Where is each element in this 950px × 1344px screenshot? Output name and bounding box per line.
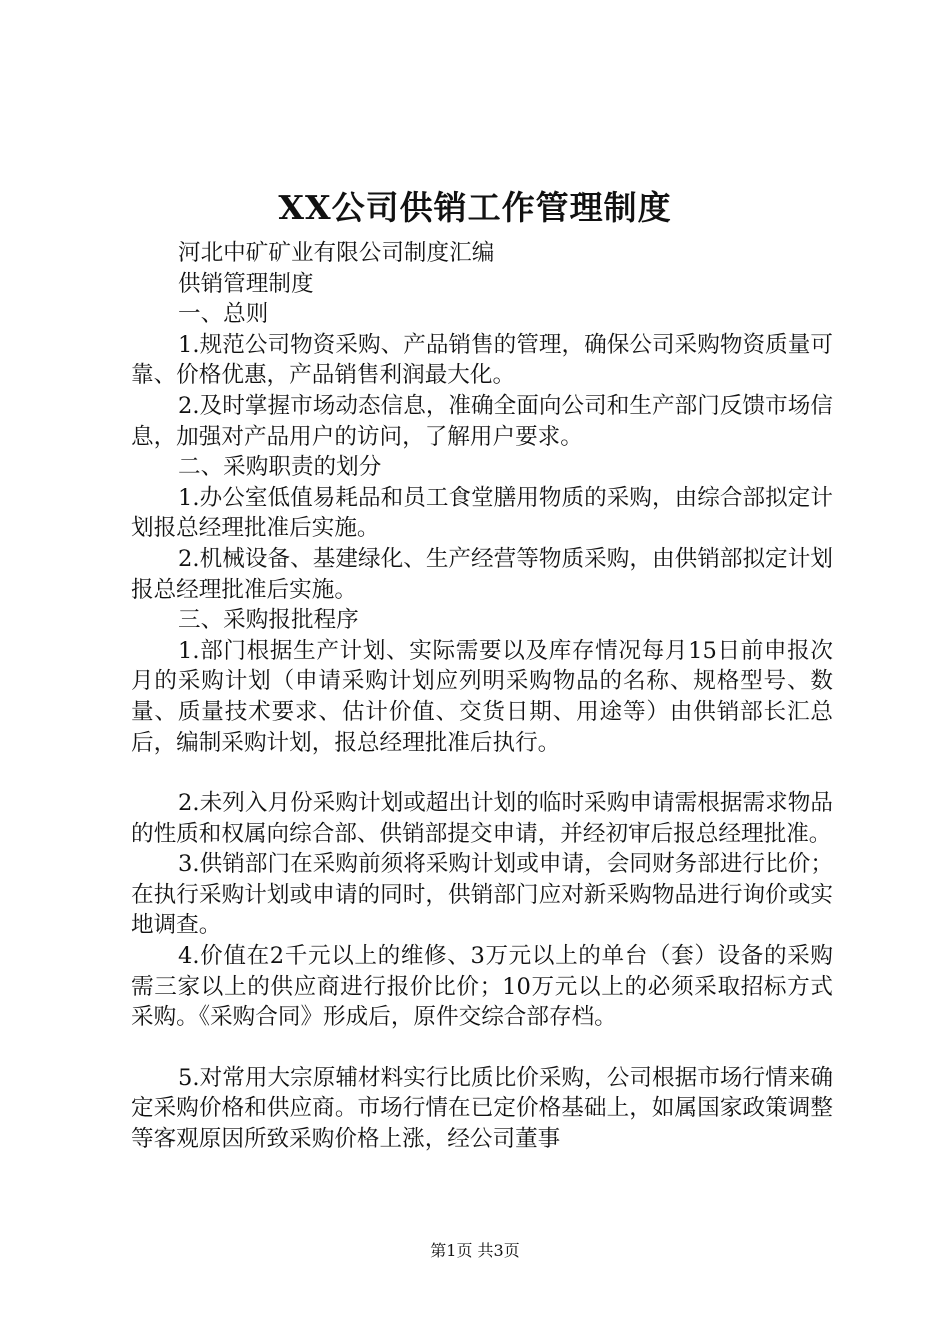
paragraph: 1.办公室低值易耗品和员工食堂膳用物质的采购，由综合部拟定计划报总经理批准后实施。 [131,484,833,542]
paragraph: 2.及时掌握市场动态信息，准确全面向公司和生产部门反馈市场信息，加强对产品用户的访问，了解用户要求。 [131,392,833,450]
paragraph: 2.未列入月份采购计划或超出计划的临时采购申请需根据需求物品的性质和权属向综合部、供销部提交申请，并经初审后报总经理批准。 [131,790,833,847]
page-footer: 第1页 共3页 [430,1241,520,1260]
blank-line [131,758,833,788]
paragraph: 1.部门根据生产计划、实际需要以及库存情况每月15日前申报次月的采购计划（申请采购计划应列明采购物品的名称、规格型号、数量、质量技术要求、估计价值、交货日期、用途等）由供销部长汇总后，编制采购计划，报总经理批准后执行。 [131,637,833,756]
blank-line [131,1033,833,1063]
paragraph: 4.价值在2千元以上的维修、3万元以上的单台（套）设备的采购需三家以上的供应商进行报价比价；10万元以上的必须采取招标方式采购。《采购合同》形成后，原件交综合部存档。 [131,943,833,1031]
section-heading-general: 一、总则 [178,301,269,328]
paragraph: 1.规范公司物资采购、产品销售的管理，确保公司采购物资质量可靠、价格优惠，产品销售利润最大化。 [131,331,833,389]
section-heading-duties: 二、采购职责的划分 [178,454,382,481]
paragraph-system-name: 供销管理制度 [178,270,314,297]
paragraph: 3.供销部门在采购前须将采购计划或申请，会同财务部进行比价；在执行采购计划或申请的同时，供销部门应对新采购物品进行询价或实地调查。 [131,851,833,939]
document-title: XX公司供销工作管理制度 [278,188,672,227]
paragraph: 2.机械设备、基建绿化、生产经营等物质采购，由供销部拟定计划报总经理批准后实施。 [131,545,833,603]
document-body [131,238,833,1155]
section-heading-procedure: 三、采购报批程序 [178,607,359,634]
paragraph-company-name: 河北中矿矿业有限公司制度汇编 [178,240,495,266]
paragraph: 5.对常用大宗原辅材料实行比质比价采购，公司根据市场行情来确定采购价格和供应商。市场行情在已定价格基础上，如属国家政策调整等客观原因所致采购价格上涨，经公司董事 [131,1064,833,1153]
